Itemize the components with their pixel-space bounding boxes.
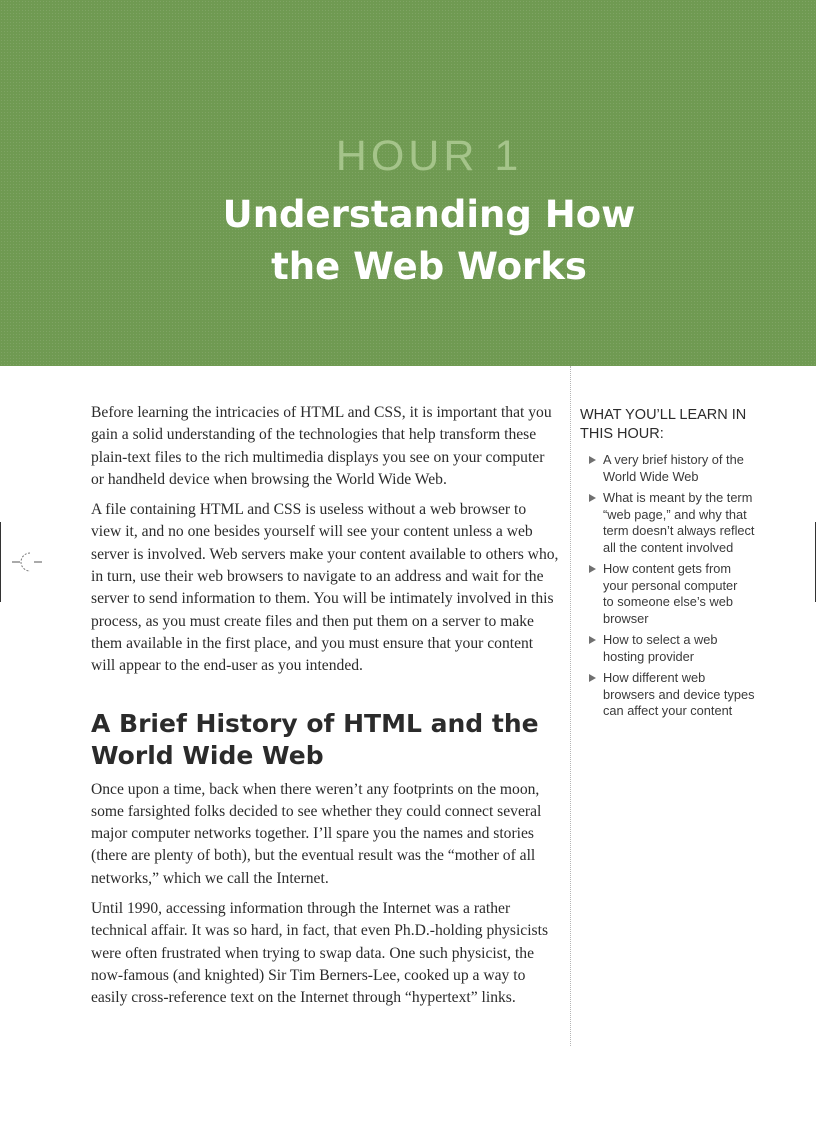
objective-line: your personal computer [603, 577, 738, 593]
objective-line: A very brief history of the [603, 452, 744, 467]
objective-item [580, 490, 780, 556]
objective-line: term doesn’t always reflect [603, 523, 755, 538]
sidebar-heading-line: THIS HOUR: [580, 426, 664, 442]
objective-line: browsers and device types [603, 686, 755, 702]
objective-item [580, 561, 780, 627]
triangle-bullet-icon [589, 565, 596, 573]
objective-text [603, 490, 755, 556]
objectives-list [580, 452, 780, 720]
section-paragraph: Once upon a time, back when there weren’t any footprints on the moon, some farsighted folks decided to see whether they could connect several major computer networks together. I’ll spare you the names and stories (there are plenty of both), but the eventual result was the “mother of all networks,” which we call the Internet. [91, 780, 542, 887]
chapter-title [0, 189, 816, 293]
section-heading-line: A Brief History of HTML and the [91, 708, 539, 738]
main-content [91, 402, 559, 1018]
objective-line: How content gets from [603, 561, 732, 576]
objective-line: What is meant by the term [603, 490, 753, 505]
chapter-title-line: Understanding How [222, 193, 636, 236]
section-heading [91, 708, 559, 772]
objective-text [603, 670, 755, 720]
objective-text [603, 632, 718, 665]
objective-text [603, 452, 744, 485]
triangle-bullet-icon [589, 674, 596, 682]
section-heading-line: World Wide Web [91, 740, 324, 770]
registration-mark-icon [12, 550, 42, 574]
objective-line: World Wide Web [603, 468, 699, 484]
objective-text [603, 561, 737, 627]
chapter-title-line: the Web Works [271, 245, 587, 288]
hour-label: HOUR 1 [335, 132, 523, 180]
sidebar-heading-line: WHAT YOU’LL LEARN IN [580, 407, 747, 423]
objective-item [580, 632, 780, 665]
triangle-bullet-icon [589, 494, 596, 502]
objective-item [580, 452, 780, 485]
objective-line: can affect your content [603, 703, 733, 718]
learning-objectives-sidebar [580, 406, 780, 725]
column-divider [570, 366, 571, 1046]
chapter-header-banner [0, 0, 816, 366]
section-paragraph: Until 1990, accessing information through the Internet was a rather technical affair. It was so hard, in fact, that even Ph.D.-holding physicists were often frustrated when trying to swap data. One such physicist, the now-famous (and knighted) Sir Tim Berners-Lee, cooked up a way to easily cross-reference text on the Internet through “hypertext” links. [91, 900, 549, 1007]
crop-mark-left [0, 522, 1, 602]
triangle-bullet-icon [589, 456, 596, 464]
intro-paragraph: A file containing HTML and CSS is useless without a web browser to view it, and no one besides yourself will see your content unless a web server is involved. Web servers make your content available to others who, in turn, use their web browsers to navigate to an address and wait for the server to send information to them. You will be intimately involved in this process, as you must create files and then put them on a server to make them available in the first place, and you must ensure that your content will appear to the end-user as you intended. [91, 501, 559, 675]
objective-line: to someone else’s web [603, 594, 733, 609]
objective-item [580, 670, 780, 720]
sidebar-heading [580, 406, 780, 444]
triangle-bullet-icon [589, 636, 596, 644]
intro-paragraph: Before learning the intricacies of HTML and CSS, it is important that you gain a solid understanding of the technologies that help transform these plain-text files to the rich multimedia displays you see on your computer or handheld device when browsing the World Wide Web. [91, 404, 552, 488]
objective-line: How different web [603, 670, 706, 685]
objective-line: “web page,” and why that [603, 506, 747, 522]
objective-line: all the content involved [603, 539, 734, 555]
objective-line: How to select a web [603, 632, 718, 647]
objective-line: browser [603, 610, 649, 626]
objective-line: hosting provider [603, 648, 695, 664]
